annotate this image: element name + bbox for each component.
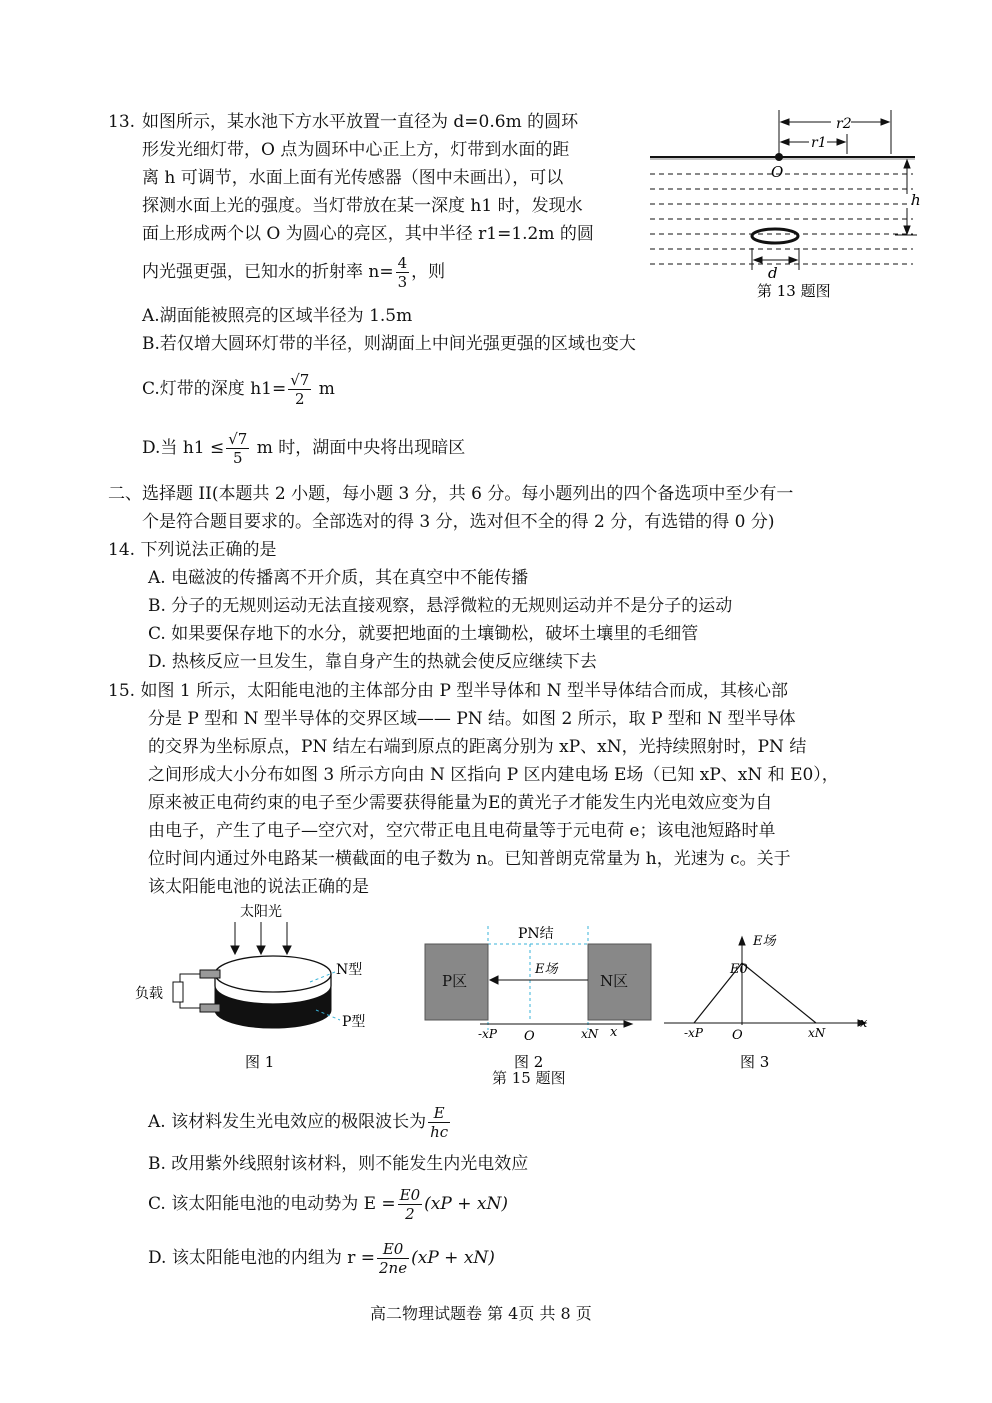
q14-option-b: B. 分子的无规则运动无法直接观察，悬浮微粒的无规则运动并不是分子的运动 [148, 596, 733, 616]
o-label: O [771, 163, 784, 181]
e-axis-label: E场 [753, 934, 776, 949]
threshold-wavelength-fraction: $\frac{E}{hc}$ [430, 1104, 449, 1141]
q13-number: 13. [108, 112, 136, 132]
depth-limit-fraction: $\frac{√7}{5}$ [228, 430, 248, 467]
field-label: E场 [535, 962, 558, 977]
h-label: h [911, 191, 921, 209]
p-type-label: P型 [342, 1014, 366, 1030]
q13-option-b: B.若仅增大圆环灯带的半径，则湖面上中间光强更强的区域也变大 [142, 334, 636, 354]
e0-label: E0 [730, 962, 748, 977]
q15-option-d: D. 该太阳能电池的内组为 r = $\frac{E0}{2ne}$ (xP + xN) [148, 1240, 495, 1277]
q15-line-3: 的交界为坐标原点，PN 结左右端到原点的距离分别为 xP、xN，光持续照射时，PN 结 [148, 737, 807, 757]
figure-1-caption: 图 1 [245, 1053, 275, 1071]
q14-option-c: C. 如果要保存地下的水分，就要把地面的土壤锄松，破坏土壤里的毛细管 [148, 624, 699, 644]
xn-label: xN [581, 1027, 599, 1041]
q13-line-3: 离 h 可调节，水面上面有光传感器（图中未画出），可以 [142, 168, 564, 188]
n-type-label: N型 [336, 962, 363, 978]
figure-15-caption: 第 15 题图 [492, 1069, 566, 1087]
figure-13 [645, 108, 925, 303]
q13-line6-text: 内光强更强，已知水的折射率 n= [142, 262, 394, 282]
pn-junction-label: PN结 [518, 926, 554, 942]
section-2-heading: 二、选择题 II(本题共 2 小题，每小题 3 分，共 6 分。每小题列出的四个备选项中至少有一 [108, 484, 794, 504]
r2-label: r2 [836, 116, 852, 132]
figure-3-caption: 图 3 [740, 1053, 770, 1071]
q13-line-2: 形发光细灯带，O 点为圆环中心正上方，灯带到水面的距 [142, 140, 570, 160]
xp-label: -xP [684, 1026, 703, 1040]
q13-option-a: A.湖面能被照亮的区域半径为 1.5m [142, 306, 413, 326]
q13-line-1: 如图所示，某水池下方水平放置一直径为 d=0.6m 的圆环 [142, 112, 579, 132]
q15-option-b: B. 改用紫外线照射该材料，则不能发生内光电效应 [148, 1154, 529, 1174]
origin-label: O [732, 1028, 743, 1043]
load-label: 负载 [135, 986, 163, 1002]
q13-option-d: D.当 h1 ≤ $\frac{√7}{5}$ m 时，湖面中央将出现暗区 [142, 430, 466, 467]
figure-2-caption: 图 2 [514, 1053, 544, 1071]
n-region-label: N区 [600, 972, 629, 990]
figure-15-3 [660, 925, 875, 1075]
r1-label: r1 [811, 135, 827, 151]
q14-option-a: A. 电磁波的传播离不开介质，其在真空中不能传播 [148, 568, 529, 588]
xp-label: -xP [478, 1027, 497, 1041]
figure-13-caption: 第 13 题图 [757, 282, 831, 300]
q13-line-6: 内光强更强，已知水的折射率 n= $\frac{4}{3}$ ，则 [142, 254, 446, 291]
q15-line-8: 该太阳能电池的说法正确的是 [148, 877, 369, 897]
q14-stem: 14. 下列说法正确的是 [108, 540, 277, 560]
depth-fraction: $\frac{√7}{2}$ [290, 371, 310, 408]
q15-line-7: 位时间内通过外电路某一横截面的电子数为 n。已知普朗克常量为 h，光速为 c。关于 [148, 849, 791, 869]
q15-line-2: 分是 P 型和 N 型半导体的交界区域—— PN 结。如图 2 所示，取 P 型和 N 型半导体 [148, 709, 796, 729]
x-axis-label: x [610, 1025, 618, 1040]
sunlight-label: 太阳光 [240, 904, 282, 920]
section-2-instructions: 个是符合题目要求的。全部选对的得 3 分，选对但不全的得 2 分，有选错的得 0 分) [142, 512, 775, 532]
q15-line-1: 15. 如图 1 所示，太阳能电池的主体部分由 P 型半导体和 N 型半导体结合而成，其核心部 [108, 681, 788, 701]
emf-fraction: $\frac{E0}{2}$ [399, 1186, 421, 1223]
q13-option-c: C.灯带的深度 h1= $\frac{√7}{2}$ m [142, 371, 335, 408]
p-region-label: P区 [442, 972, 468, 990]
q13-line-5: 面上形成两个以 O 为圆心的亮区，其中半径 r1=1.2m 的圆 [142, 224, 594, 244]
q15-line-4: 之间形成大小分布如图 3 所示方向由 N 区指向 P 区内建电场 E场（已知 xP、xN 和 E0）， [148, 765, 839, 785]
q13-line-4: 探测水面上光的强度。当灯带放在某一深度 h1 时，发现水 [142, 196, 583, 216]
q15-option-c: C. 该太阳能电池的电动势为 E = $\frac{E0}{2}$ (xP + xN) [148, 1186, 508, 1223]
refractive-index-fraction: $\frac{4}{3}$ [397, 254, 408, 291]
q14-option-d: D. 热核反应一旦发生，靠自身产生的热就会使反应继续下去 [148, 652, 597, 672]
center-point-o [775, 153, 783, 161]
page-footer: 高二物理试题卷 第 4页 共 8 页 [370, 1304, 592, 1323]
origin-label: O [524, 1029, 535, 1044]
xn-label: xN [808, 1026, 826, 1040]
figure-15-2 [400, 920, 660, 1075]
q15-line-5: 原来被正电荷约束的电子至少需要获得能量为E的黄光子才能发生内光电效应变为自 [148, 793, 773, 813]
q15-option-a: A. 该材料发生光电效应的极限波长为 $\frac{E}{hc}$ [148, 1104, 449, 1141]
internal-resistance-fraction: $\frac{E0}{2ne}$ [379, 1240, 408, 1277]
x-axis-label: x [860, 1016, 868, 1031]
figure-15-1 [130, 900, 380, 1075]
q15-line-6: 由电子，产生了电子—空穴对，空穴带正电且电荷量等于元电荷 e；该电池短路时单 [148, 821, 776, 841]
d-label: d [768, 264, 778, 282]
